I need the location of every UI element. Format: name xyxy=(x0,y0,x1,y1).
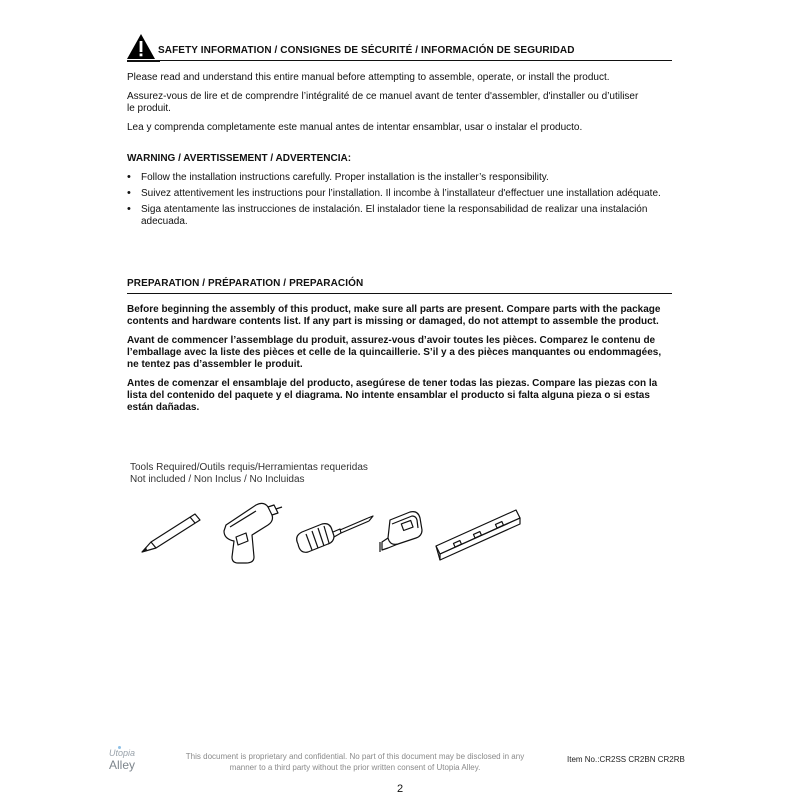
screwdriver-icon xyxy=(292,512,374,558)
tools-caption-line1: Tools Required/Outils requis/Herramientas requeridas xyxy=(130,462,368,473)
bullet-dot: • xyxy=(127,171,131,183)
page-number: 2 xyxy=(396,783,404,795)
pencil-icon xyxy=(138,510,204,556)
logo-text-top: Utopia xyxy=(109,748,136,758)
preparation-heading: PREPARATION / PRÉPARATION / PREPARACIÓN xyxy=(127,278,672,294)
logo-text-bottom: Alley xyxy=(109,758,136,772)
safety-heading-rule xyxy=(127,60,160,62)
safety-paragraph-en: Please read and understand this entire manual before attempting to assemble, operate, or install the product. xyxy=(127,72,610,83)
safety-heading: SAFETY INFORMATION / CONSIGNES DE SÉCURITÉ / INFORMACIÓN DE SEGURIDAD xyxy=(158,45,672,61)
preparation-fr-line1: Avant de commencer l’assemblage du produit, assurez-vous d’avoir toutes les pièces. Comparez le contenu de xyxy=(127,335,656,346)
preparation-fr-line3: ne tentez pas d’assembler le produit. xyxy=(127,359,303,370)
warning-bullet-text: Siga atentamente las instrucciones de instalación. El instalador tiene la responsabilidad de realizar una instalación xyxy=(141,204,648,215)
warning-triangle-icon xyxy=(126,33,156,60)
preparation-en-line2: contents and hardware contents list. If any part is missing or damaged, do not attempt to assemble the product. xyxy=(127,316,659,327)
warning-bullet-text: Suivez attentivement les instructions pour l’installation. Il incombe à l’installateur d'effectuer une installation adéquate. xyxy=(141,188,661,199)
tape-measure-icon xyxy=(376,506,426,556)
preparation-es-line1: Antes de comenzar el ensamblaje del producto, asegúrese de tener todas las piezas. Compare las piezas con la xyxy=(127,378,658,389)
tools-caption-line2: Not included / Non Inclus / No Incluidas xyxy=(130,474,305,485)
bullet-dot: • xyxy=(127,187,131,199)
warning-heading: WARNING / AVERTISSEMENT / ADVERTENCIA: xyxy=(127,153,352,164)
utopia-alley-logo xyxy=(105,748,145,776)
preparation-en-line1: Before beginning the assembly of this product, make sure all parts are present. Compare parts with the package xyxy=(127,304,661,315)
preparation-fr-line2: l’emballage avec la liste des pièces et celle de la quincaillerie. S’il y a des pièces manquantes ou endommagées, xyxy=(127,347,662,358)
drill-icon xyxy=(216,497,284,567)
level-icon xyxy=(434,504,524,564)
warning-bullet-text: Follow the installation instructions carefully. Proper installation is the installer’s responsibility. xyxy=(141,172,549,183)
confidentiality-notice-line1: This document is proprietary and confidential. No part of this document may be disclosed in any xyxy=(185,752,525,761)
bullet-dot: • xyxy=(127,203,131,215)
confidentiality-notice-line2: manner to a third party without the prior written consent of Utopia Alley. xyxy=(229,763,481,772)
warning-bullet-text: adecuada. xyxy=(141,216,188,227)
preparation-es-line2: lista del contenido del paquete y el diagrama. No intente ensamblar el producto si falta alguna pieza o si estas xyxy=(127,390,650,401)
safety-paragraph-fr-line2: le produit. xyxy=(127,103,171,114)
preparation-es-line3: están dañadas. xyxy=(127,402,200,413)
item-number: Item No.:CR2SS CR2BN CR2RB xyxy=(567,755,685,764)
safety-paragraph-fr-line1: Assurez-vous de lire et de comprendre l’intégralité de ce manuel avant de tenter d'assembler, d'installer ou d’utiliser xyxy=(127,91,639,102)
safety-paragraph-es: Lea y comprenda completamente este manual antes de intentar ensamblar, usar o instalar el producto. xyxy=(127,122,583,133)
